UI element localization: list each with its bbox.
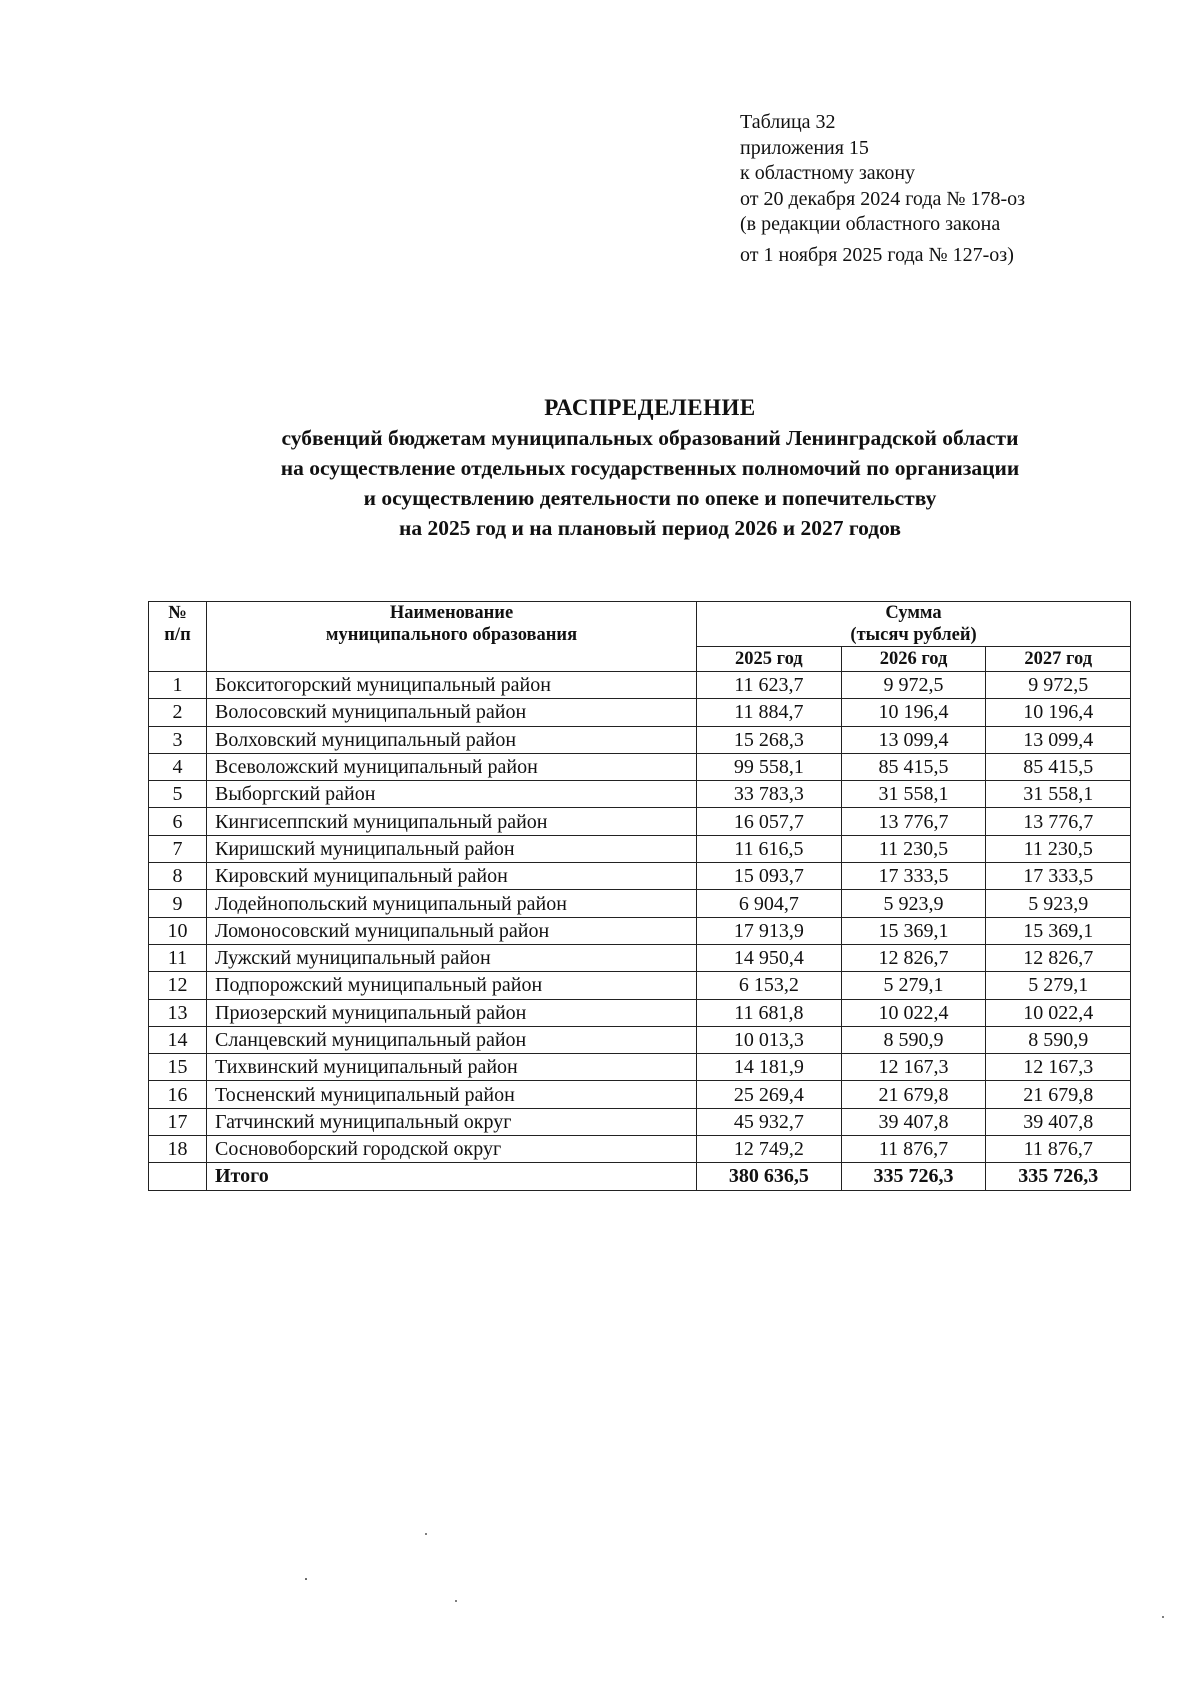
table-row (149, 1108, 1131, 1135)
row-value-2027: 9 972,5 (986, 672, 1131, 699)
row-value-2026: 31 558,1 (841, 781, 986, 808)
row-value-2027: 11 230,5 (986, 835, 1131, 862)
table-row (149, 890, 1131, 917)
row-value-2026: 11 876,7 (841, 1136, 986, 1163)
row-number: 7 (149, 835, 207, 862)
header-name-line2: муниципального образования (325, 625, 578, 645)
row-value-2027: 17 333,5 (986, 863, 1131, 890)
row-value-2026: 15 369,1 (841, 917, 986, 944)
table-row (149, 863, 1131, 890)
row-value-2025: 15 268,3 (697, 726, 842, 753)
header-name (207, 602, 697, 672)
title-line: субвенций бюджетам муниципальных образований Ленинградской области (281, 426, 1019, 450)
row-value-2027: 5 923,9 (986, 890, 1131, 917)
row-name: Ломоносовский муниципальный район (207, 917, 697, 944)
row-number: 18 (149, 1136, 207, 1163)
row-number: 10 (149, 917, 207, 944)
total-value-2027: 335 726,3 (986, 1163, 1131, 1190)
table-row (149, 999, 1131, 1026)
row-value-2027: 10 022,4 (986, 999, 1131, 1026)
row-number: 6 (149, 808, 207, 835)
row-number: 13 (149, 999, 207, 1026)
row-value-2027: 10 196,4 (986, 699, 1131, 726)
row-name: Всеволожский муниципальный район (207, 753, 697, 780)
row-name: Выборгский район (207, 781, 697, 808)
table-row (149, 835, 1131, 862)
header-number-line2: п/п (164, 625, 191, 645)
row-value-2025: 6 153,2 (697, 972, 842, 999)
scan-speck (425, 1533, 427, 1535)
table-row (149, 781, 1131, 808)
row-value-2026: 21 679,8 (841, 1081, 986, 1108)
row-value-2025: 11 884,7 (697, 699, 842, 726)
header-line: от 20 декабря 2024 года № 178-оз (740, 187, 1026, 210)
total-row (149, 1163, 1131, 1190)
row-number: 17 (149, 1108, 207, 1135)
row-value-2025: 11 681,8 (697, 999, 842, 1026)
row-value-2026: 17 333,5 (841, 863, 986, 890)
header-line: приложения 15 (740, 136, 869, 159)
row-number: 1 (149, 672, 207, 699)
row-value-2025: 14 950,4 (697, 944, 842, 971)
row-number: 4 (149, 753, 207, 780)
row-value-2025: 11 616,5 (697, 835, 842, 862)
row-value-2026: 13 776,7 (841, 808, 986, 835)
row-value-2026: 10 022,4 (841, 999, 986, 1026)
header-line: к областному закону (740, 162, 916, 184)
table-row (149, 944, 1131, 971)
row-value-2027: 12 167,3 (986, 1054, 1131, 1081)
row-value-2026: 13 099,4 (841, 726, 986, 753)
header-sum (697, 602, 1131, 647)
row-value-2025: 6 904,7 (697, 890, 842, 917)
row-name: Тихвинский муниципальный район (207, 1054, 697, 1081)
row-name: Волосовский муниципальный район (207, 699, 697, 726)
row-number: 12 (149, 972, 207, 999)
row-name: Лодейнопольский муниципальный район (207, 890, 697, 917)
row-value-2026: 85 415,5 (841, 753, 986, 780)
header-year-2027: 2027 год (986, 647, 1131, 672)
row-value-2025: 25 269,4 (697, 1081, 842, 1108)
row-number: 11 (149, 944, 207, 971)
header-name-line1: Наименование (389, 603, 514, 623)
row-name: Сланцевский муниципальный район (207, 1026, 697, 1053)
scan-speck (455, 1600, 457, 1602)
title-main: РАСПРЕДЕЛЕНИЕ (544, 395, 756, 420)
row-number: 15 (149, 1054, 207, 1081)
row-number: 3 (149, 726, 207, 753)
title-line: и осуществлению деятельности по опеке и попечительству (363, 486, 937, 510)
total-number-cell (149, 1163, 207, 1190)
row-value-2027: 12 826,7 (986, 944, 1131, 971)
row-number: 8 (149, 863, 207, 890)
row-value-2025: 15 093,7 (697, 863, 842, 890)
header-sum-line1: Сумма (885, 603, 942, 623)
row-number: 9 (149, 890, 207, 917)
row-value-2026: 39 407,8 (841, 1108, 986, 1135)
row-value-2026: 9 972,5 (841, 672, 986, 699)
row-name: Лужский муниципальный район (207, 944, 697, 971)
title-line: на 2025 год и на плановый период 2026 и 2027 годов (399, 516, 901, 540)
row-value-2025: 11 623,7 (697, 672, 842, 699)
table-row (149, 699, 1131, 726)
row-value-2027: 13 099,4 (986, 726, 1131, 753)
row-name: Кингисеппский муниципальный район (207, 808, 697, 835)
table-row (149, 808, 1131, 835)
title-line: на осуществление отдельных государственных полномочий по организации (280, 456, 1020, 480)
table-row (149, 1054, 1131, 1081)
total-label: Итого (207, 1163, 697, 1190)
row-value-2026: 11 230,5 (841, 835, 986, 862)
row-value-2026: 12 167,3 (841, 1054, 986, 1081)
row-value-2027: 31 558,1 (986, 781, 1131, 808)
table-row (149, 917, 1131, 944)
row-value-2025: 99 558,1 (697, 753, 842, 780)
row-name: Кировский муниципальный район (207, 863, 697, 890)
row-number: 16 (149, 1081, 207, 1108)
row-value-2027: 11 876,7 (986, 1136, 1131, 1163)
header-sum-line2: (тысяч рублей) (850, 625, 977, 645)
row-value-2026: 10 196,4 (841, 699, 986, 726)
table-row (149, 1136, 1131, 1163)
row-value-2027: 39 407,8 (986, 1108, 1131, 1135)
row-name: Приозерский муниципальный район (207, 999, 697, 1026)
row-value-2027: 21 679,8 (986, 1081, 1131, 1108)
row-value-2025: 12 749,2 (697, 1136, 842, 1163)
table-row (149, 726, 1131, 753)
row-value-2026: 8 590,9 (841, 1026, 986, 1053)
header-year-2026: 2026 год (841, 647, 986, 672)
row-value-2025: 17 913,9 (697, 917, 842, 944)
row-value-2027: 15 369,1 (986, 917, 1131, 944)
header-year-2025: 2025 год (697, 647, 842, 672)
row-value-2025: 16 057,7 (697, 808, 842, 835)
table-row (149, 672, 1131, 699)
row-value-2027: 13 776,7 (986, 808, 1131, 835)
row-value-2026: 5 923,9 (841, 890, 986, 917)
document-header (740, 110, 1025, 268)
row-name: Подпорожский муниципальный район (207, 972, 697, 999)
distribution-table (148, 601, 1131, 1191)
row-value-2025: 14 181,9 (697, 1054, 842, 1081)
total-value-2026: 335 726,3 (841, 1163, 986, 1190)
row-value-2026: 12 826,7 (841, 944, 986, 971)
row-name: Гатчинский муниципальный округ (207, 1108, 697, 1135)
total-value-2025: 380 636,5 (697, 1163, 842, 1190)
table-row (149, 972, 1131, 999)
row-value-2026: 5 279,1 (841, 972, 986, 999)
row-value-2027: 8 590,9 (986, 1026, 1131, 1053)
row-number: 14 (149, 1026, 207, 1053)
table-row (149, 753, 1131, 780)
row-value-2027: 5 279,1 (986, 972, 1131, 999)
row-name: Тосненский муниципальный район (207, 1081, 697, 1108)
header-line: Таблица 32 (740, 111, 836, 133)
row-value-2025: 10 013,3 (697, 1026, 842, 1053)
header-line: от 1 ноября 2025 года № 127-оз) (740, 243, 1014, 266)
row-name: Сосновоборский городской округ (207, 1136, 697, 1163)
row-value-2025: 33 783,3 (697, 781, 842, 808)
document-title (150, 393, 1150, 543)
row-number: 5 (149, 781, 207, 808)
header-line: (в редакции областного закона (740, 213, 1001, 235)
row-name: Волховский муниципальный район (207, 726, 697, 753)
header-number (149, 602, 207, 672)
row-number: 2 (149, 699, 207, 726)
row-name: Бокситогорский муниципальный район (207, 672, 697, 699)
header-number-line1: № (168, 603, 187, 623)
scan-speck (1162, 1616, 1164, 1618)
row-name: Киришский муниципальный район (207, 835, 697, 862)
table-row (149, 1081, 1131, 1108)
row-value-2027: 85 415,5 (986, 753, 1131, 780)
scan-speck (305, 1578, 307, 1580)
row-value-2025: 45 932,7 (697, 1108, 842, 1135)
table-row (149, 1026, 1131, 1053)
